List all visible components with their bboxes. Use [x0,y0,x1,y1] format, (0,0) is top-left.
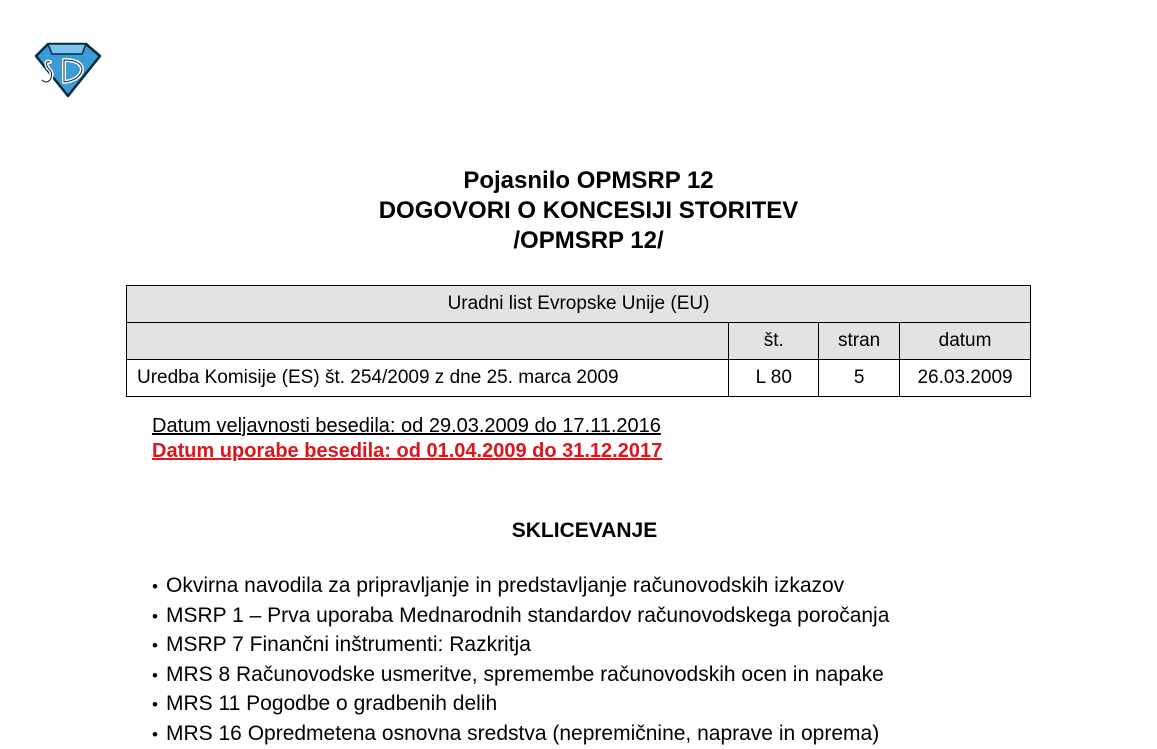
column-number: št. [729,323,819,360]
list-item-text: MRS 16 Opredmetena osnovna sredstva (nepremičnine, naprave in oprema) [166,722,879,745]
section-title: SKLICEVANJE [0,519,1157,543]
list-item [152,631,889,661]
validity-dates [152,414,662,464]
date-cell: 26.03.2009 [900,360,1031,397]
number-cell: L 80 [729,360,819,397]
sd-diamond-logo-icon [30,40,104,100]
title-line-2: DOGOVORI O KONCESIJI STORITEV [0,196,1157,226]
official-journal-table [126,285,1031,397]
table-row [127,360,1031,397]
page-cell: 5 [819,360,900,397]
list-item-text: Okvirna navodila za pripravljanje in predstavljanje računovodskih izkazov [166,574,844,597]
bullet-icon: • [152,721,166,749]
reference-list [152,572,889,749]
table-column-row [127,323,1031,360]
column-page: stran [819,323,900,360]
bullet-icon: • [152,632,166,661]
table-header: Uradni list Evropske Unije (EU) [127,286,1031,323]
bullet-icon: • [152,662,166,691]
validity-date-text: Datum veljavnosti besedila: od 29.03.2009 do 17.11.2016 [152,414,662,439]
list-item [152,690,889,720]
bullet-icon: • [152,603,166,632]
column-blank [127,323,729,360]
regulation-cell: Uredba Komisije (ES) št. 254/2009 z dne 25. marca 2009 [127,360,729,397]
list-item [152,720,889,749]
column-date: datum [900,323,1031,360]
list-item [152,602,889,632]
table-header-row [127,286,1031,323]
list-item-text: MSRP 1 – Prva uporaba Mednarodnih standardov računovodskega poročanja [166,604,889,627]
list-item-text: MRS 11 Pogodbe o gradbenih delih [166,692,497,715]
list-item-text: MRS 8 Računovodske usmeritve, spremembe računovodskih ocen in napake [166,663,884,686]
title-line-1: Pojasnilo OPMSRP 12 [0,166,1157,196]
document-title [0,166,1157,256]
usage-date-text: Datum uporabe besedila: od 01.04.2009 do 31.12.2017 [152,439,662,464]
bullet-icon: • [152,573,166,602]
bullet-icon: • [152,691,166,720]
list-item-text: MSRP 7 Finančni inštrumenti: Razkritja [166,633,531,656]
title-line-3: /OPMSRP 12/ [0,226,1157,256]
list-item [152,661,889,691]
list-item [152,572,889,602]
